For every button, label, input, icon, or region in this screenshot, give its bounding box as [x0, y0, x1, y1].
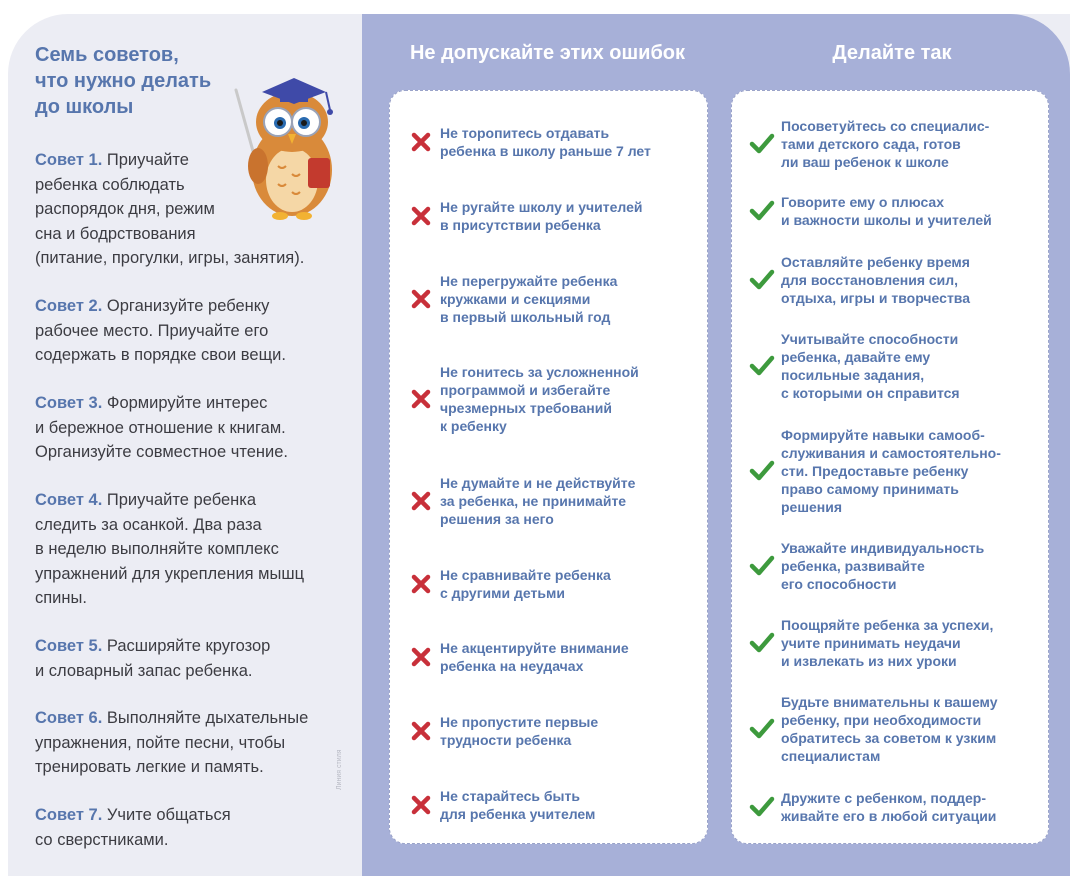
tip-text: Приучайте ребенка соблюдать распорядок дня, режим сна и бодрствования (питание, прогулки, игры, занятия).: [35, 151, 305, 267]
dont-item: [402, 272, 617, 326]
dont-item-text: Не старайтесь быть для ребенка учителем: [440, 788, 596, 822]
dont-heading: Не допускайте этих ошибок: [409, 42, 686, 64]
dont-item-text: Не пропустите первые трудности ребенка: [440, 714, 599, 748]
check-icon: [743, 718, 781, 740]
do-item: [743, 330, 960, 402]
do-heading: Делайте так: [832, 42, 952, 64]
cross-icon: [402, 131, 440, 153]
dont-item-text: Не акцентируйте внимание ребенка на неудачах: [440, 640, 629, 674]
dont-item-text: Не ругайте школу и учителей в присутствии ребенка: [440, 199, 643, 233]
do-item: [743, 426, 1001, 516]
do-item: [743, 616, 993, 670]
tip-6: [35, 706, 308, 780]
cross-icon: [402, 205, 440, 227]
tip-text: Приучайте ребенка следить за осанкой. Два раза в неделю выполняйте комплекс упражнений для укрепления мышц спины.: [35, 491, 305, 607]
owl-teacher-illustration: [222, 70, 350, 230]
tip-text: Расширяйте кругозор и словарный запас ребенка.: [35, 637, 271, 680]
tip-text: Учите общаться со сверстниками.: [35, 806, 231, 849]
do-item-text: Формируйте навыки самооб- служивания и самостоятельно- сти. Предоставьте ребенку право самому принимать решения: [781, 427, 1001, 515]
cross-icon: [402, 646, 440, 668]
check-icon: [743, 200, 781, 222]
tip-number: Совет 6.: [35, 709, 103, 727]
cross-icon: [402, 288, 440, 310]
tip-5: [35, 634, 270, 683]
do-item-text: Дружите с ребенком, поддер- живайте его в любой ситуации: [781, 790, 997, 824]
tip-7: [35, 803, 231, 852]
do-item: [743, 253, 970, 307]
cross-icon: [402, 794, 440, 816]
do-item: [743, 789, 996, 825]
tip-number: Совет 4.: [35, 491, 103, 509]
tip-number: Совет 7.: [35, 806, 103, 824]
check-icon: [743, 133, 781, 155]
tip-number: Совет 2.: [35, 297, 103, 315]
cross-icon: [402, 720, 440, 742]
check-icon: [743, 460, 781, 482]
check-icon: [743, 355, 781, 377]
do-item-text: Учитывайте способности ребенка, давайте ему посильные задания, с которыми он справится: [781, 331, 960, 401]
dont-item: [402, 713, 598, 749]
dont-item: [402, 198, 643, 234]
tip-3: [35, 391, 288, 465]
tip-text: Организуйте ребенку рабочее место. Приучайте его содержать в порядке свои вещи.: [35, 297, 286, 364]
tip-text: Формируйте интерес и бережное отношение к книгам. Организуйте совместное чтение.: [35, 394, 288, 461]
tip-number: Совет 3.: [35, 394, 103, 412]
do-item-text: Говорите ему о плюсах и важности школы и учителей: [781, 194, 992, 228]
check-icon: [743, 269, 781, 291]
do-item-text: Оставляйте ребенку время для восстановления сил, отдыха, игры и творчества: [781, 254, 971, 306]
dont-item-text: Не думайте и не действуйте за ребенка, не принимайте решения за него: [440, 475, 636, 527]
dont-item: [402, 787, 595, 823]
do-item: [743, 117, 989, 171]
do-item-text: Поощряйте ребенка за успехи, учите принимать неудачи и извлекать из них уроки: [781, 617, 994, 669]
do-item-text: Уважайте индивидуальность ребенка, развивайте его способности: [781, 540, 985, 592]
tip-text: Выполняйте дыхательные упражнения, пойте песни, чтобы тренировать легкие и память.: [35, 709, 309, 776]
do-item: [743, 693, 998, 765]
cross-icon: [402, 490, 440, 512]
dont-item-text: Не гонитесь за усложненной программой и избегайте чрезмерных требований к ребенку: [440, 364, 639, 434]
cross-icon: [402, 573, 440, 595]
do-item-text: Посоветуйтесь со специалис- тами детского сада, готов ли ваш ребенок к школе: [781, 118, 990, 170]
dont-item: [402, 639, 629, 675]
dont-item-text: Не торопитесь отдавать ребенка в школу раньше 7 лет: [440, 125, 651, 159]
check-icon: [743, 555, 781, 577]
dont-item: [402, 474, 635, 528]
dont-item: [402, 124, 651, 160]
page-title: Семь советов, что нужно делать до школы: [35, 44, 212, 118]
do-item-text: Будьте внимательны к вашему ребенку, при необходимости обратитесь за советом к узким специалистам: [781, 694, 998, 764]
tip-number: Совет 1.: [35, 151, 103, 169]
check-icon: [743, 796, 781, 818]
do-item: [743, 193, 992, 229]
cross-icon: [402, 388, 440, 410]
tip-number: Совет 5.: [35, 637, 103, 655]
dont-item-text: Не перегружайте ребенка кружками и секциями в первый школьный год: [440, 273, 618, 325]
check-icon: [743, 632, 781, 654]
do-item: [743, 539, 984, 593]
watermark: Линия стиля: [336, 749, 343, 790]
dont-item: [402, 566, 611, 602]
dont-item-text: Не сравнивайте ребенка с другими детьми: [440, 567, 611, 601]
tip-4: [35, 488, 304, 611]
dont-item: [402, 363, 639, 435]
tip-2: [35, 294, 286, 368]
